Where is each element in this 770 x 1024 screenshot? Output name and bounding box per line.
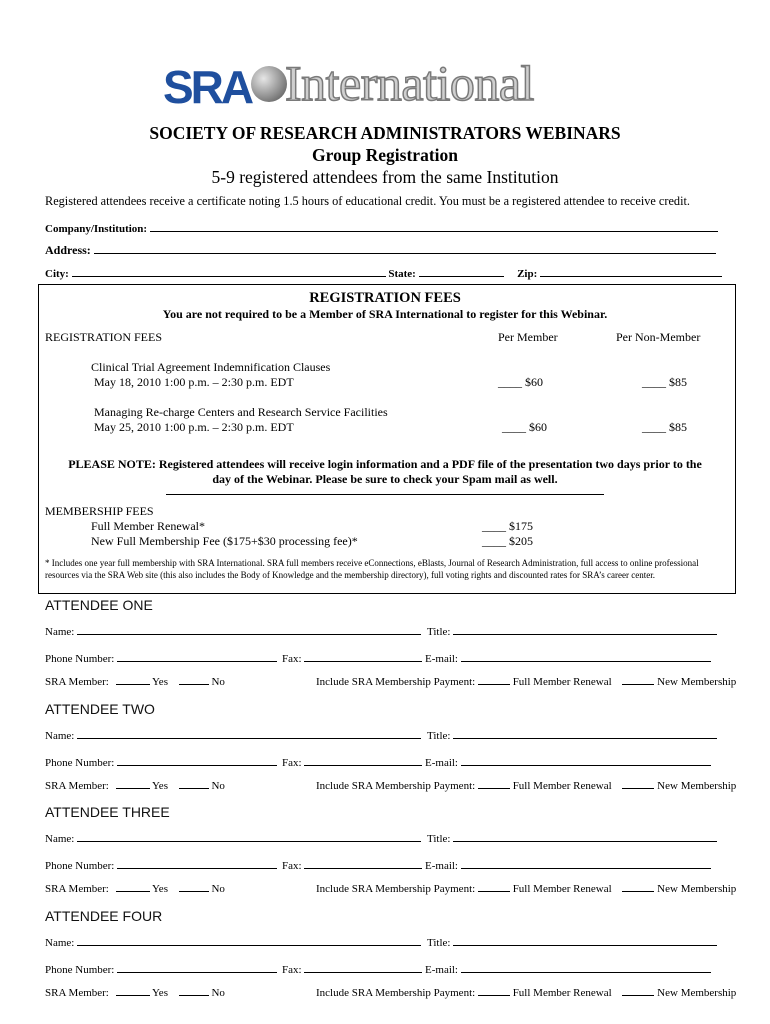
- yes-blank[interactable]: [116, 880, 150, 892]
- email-input-line[interactable]: [461, 650, 711, 662]
- globe-icon: [251, 66, 287, 102]
- city-label: City:: [45, 268, 69, 280]
- full-renewal-label: Full Member Renewal: [512, 883, 612, 895]
- attendee-heading: ATTENDEE FOUR: [45, 908, 163, 924]
- include-payment-label: Include SRA Membership Payment:: [316, 883, 476, 895]
- city-state-zip-row[interactable]: [45, 265, 722, 280]
- name-input-line[interactable]: [77, 623, 421, 635]
- session-1-member-fee[interactable]: ____ $60: [498, 375, 543, 389]
- name-label: Name:: [45, 626, 75, 638]
- logo-international-text: International: [285, 55, 534, 111]
- title-input-line[interactable]: [453, 727, 717, 739]
- new-membership-blank[interactable]: [622, 777, 654, 789]
- new-membership-label: New Membership: [657, 676, 737, 688]
- name-input-line[interactable]: [77, 727, 421, 739]
- membership-item-new: New Full Membership Fee ($175+$30 processing fee)*: [91, 534, 358, 548]
- fax-field[interactable]: [282, 961, 422, 976]
- city-input-line[interactable]: [72, 265, 386, 277]
- email-label: E-mail:: [425, 964, 458, 976]
- full-renewal-label: Full Member Renewal: [512, 676, 612, 688]
- membership-requirement-note: You are not required to be a Member of SRA International to register for this Webinar.: [162, 307, 608, 321]
- company-label: Company/Institution:: [45, 223, 148, 235]
- email-input-line[interactable]: [461, 961, 711, 973]
- attendee-heading: ATTENDEE TWO: [45, 701, 155, 717]
- include-payment-label: Include SRA Membership Payment:: [316, 987, 476, 999]
- email-field[interactable]: [425, 650, 711, 665]
- name-input-line[interactable]: [77, 830, 421, 842]
- name-label: Name:: [45, 937, 75, 949]
- include-payment-label: Include SRA Membership Payment:: [316, 780, 476, 792]
- session-1-nonmember-fee[interactable]: ____ $85: [642, 375, 687, 389]
- name-field[interactable]: [45, 934, 421, 949]
- membership-payment-row[interactable]: [316, 673, 736, 688]
- name-field[interactable]: [45, 623, 421, 638]
- name-field[interactable]: [45, 727, 421, 742]
- phone-label: Phone Number:: [45, 653, 115, 665]
- membership-new-fee[interactable]: ____ $205: [482, 534, 533, 548]
- email-label: E-mail:: [425, 860, 458, 872]
- email-label: E-mail:: [425, 757, 458, 769]
- phone-input-line[interactable]: [117, 754, 277, 766]
- yes-blank[interactable]: [116, 984, 150, 996]
- phone-input-line[interactable]: [117, 650, 277, 662]
- please-note-line-1: PLEASE NOTE: Registered attendees will receive login information and a PDF file of the presentation two days prior to the: [68, 457, 702, 471]
- fax-field[interactable]: [282, 650, 422, 665]
- email-field[interactable]: [425, 961, 711, 976]
- session-2-member-fee[interactable]: ____ $60: [502, 420, 547, 434]
- attendee-block: [0, 597, 770, 697]
- logo-sra-text: SRA: [163, 61, 252, 113]
- fax-input-line[interactable]: [304, 650, 422, 662]
- phone-input-line[interactable]: [117, 961, 277, 973]
- title-label: Title:: [427, 730, 451, 742]
- title-field[interactable]: [427, 623, 717, 638]
- phone-field[interactable]: [45, 961, 277, 976]
- sra-member-row[interactable]: [45, 880, 225, 895]
- include-payment-label: Include SRA Membership Payment:: [316, 676, 476, 688]
- phone-label: Phone Number:: [45, 964, 115, 976]
- session-1-title: Clinical Trial Agreement Indemnification Clauses: [91, 360, 331, 374]
- new-membership-blank[interactable]: [622, 984, 654, 996]
- membership-renewal-fee[interactable]: ____ $175: [482, 519, 533, 533]
- fax-field[interactable]: [282, 857, 422, 872]
- title-field[interactable]: [427, 830, 717, 845]
- state-input-line[interactable]: [419, 265, 504, 277]
- membership-fees-title: MEMBERSHIP FEES: [45, 504, 154, 518]
- no-label: No: [211, 780, 225, 792]
- company-field[interactable]: [45, 220, 718, 235]
- sra-member-label: SRA Member:: [45, 987, 109, 999]
- yes-label: Yes: [151, 676, 168, 688]
- fax-label: Fax:: [282, 964, 302, 976]
- title-input-line[interactable]: [453, 830, 717, 842]
- sra-member-row[interactable]: [45, 777, 225, 792]
- sra-international-logo: [163, 55, 613, 113]
- sra-member-label: SRA Member:: [45, 676, 109, 688]
- page-title: SOCIETY OF RESEARCH ADMINISTRATORS WEBINARS: [149, 123, 621, 143]
- fax-label: Fax:: [282, 653, 302, 665]
- intro-text: Registered attendees receive a certificate noting 1.5 hours of educational credit. You must be a registered attendee to receive credit.: [45, 194, 690, 208]
- attendee-block: [0, 701, 770, 801]
- attendee-heading: ATTENDEE ONE: [45, 597, 153, 613]
- email-input-line[interactable]: [461, 754, 711, 766]
- fax-field[interactable]: [282, 754, 422, 769]
- zip-input-line[interactable]: [540, 265, 722, 277]
- yes-blank[interactable]: [116, 777, 150, 789]
- attendee-heading: ATTENDEE THREE: [45, 804, 170, 820]
- phone-field[interactable]: [45, 650, 277, 665]
- membership-item-renewal: Full Member Renewal*: [91, 519, 205, 533]
- no-blank[interactable]: [179, 673, 209, 685]
- address-label: Address:: [45, 243, 91, 257]
- name-label: Name:: [45, 730, 75, 742]
- per-member-header: Per Member: [498, 330, 558, 344]
- title-field[interactable]: [427, 727, 717, 742]
- new-membership-label: New Membership: [657, 987, 737, 999]
- address-input-line[interactable]: [94, 242, 716, 254]
- title-input-line[interactable]: [453, 623, 717, 635]
- fax-input-line[interactable]: [304, 857, 422, 869]
- attendee-block: [0, 908, 770, 1008]
- phone-field[interactable]: [45, 754, 277, 769]
- email-label: E-mail:: [425, 653, 458, 665]
- membership-payment-row[interactable]: [316, 880, 736, 895]
- attendee-block: [0, 804, 770, 904]
- new-membership-blank[interactable]: [622, 673, 654, 685]
- session-2-datetime: May 25, 2010 1:00 p.m. – 2:30 p.m. EDT: [94, 420, 294, 434]
- please-note-line-2: day of the Webinar. Please be sure to check your Spam mail as well.: [212, 472, 558, 486]
- email-field[interactable]: [425, 857, 711, 872]
- no-blank[interactable]: [179, 880, 209, 892]
- session-2-title: Managing Re-charge Centers and Research Service Facilities: [94, 405, 388, 419]
- new-membership-label: New Membership: [657, 883, 737, 895]
- no-label: No: [211, 987, 225, 999]
- page-subtitle: Group Registration: [312, 145, 458, 165]
- membership-footnote: * Includes one year full membership with SRA International. SRA full members receive eConnections, eBlasts, Journal of Research Administration, full access to online professional resources via the SRA Web site (this also includes the Body of Knowledge and the membership directory), full voting rights and discounted rates for SRA’s career center.: [45, 558, 699, 580]
- email-field[interactable]: [425, 754, 711, 769]
- yes-label: Yes: [151, 780, 168, 792]
- per-nonmember-header: Per Non-Member: [616, 330, 701, 344]
- membership-payment-row[interactable]: [316, 777, 736, 792]
- title-input-line[interactable]: [453, 934, 717, 946]
- no-blank[interactable]: [179, 777, 209, 789]
- new-membership-label: New Membership: [657, 780, 737, 792]
- sra-member-label: SRA Member:: [45, 780, 109, 792]
- name-label: Name:: [45, 833, 75, 845]
- title-label: Title:: [427, 626, 451, 638]
- yes-label: Yes: [151, 987, 168, 999]
- full-renewal-label: Full Member Renewal: [512, 987, 612, 999]
- title-field[interactable]: [427, 934, 717, 949]
- no-label: No: [211, 883, 225, 895]
- page-tagline: 5-9 registered attendees from the same Institution: [211, 167, 559, 187]
- full-renewal-blank[interactable]: [478, 777, 510, 789]
- session-2-nonmember-fee[interactable]: ____ $85: [642, 420, 687, 434]
- no-label: No: [211, 676, 225, 688]
- zip-label: Zip:: [517, 268, 538, 280]
- phone-field[interactable]: [45, 857, 277, 872]
- session-1-datetime: May 18, 2010 1:00 p.m. – 2:30 p.m. EDT: [94, 375, 294, 389]
- address-field[interactable]: [45, 242, 716, 258]
- sra-member-row[interactable]: [45, 673, 225, 688]
- yes-blank[interactable]: [116, 673, 150, 685]
- full-renewal-blank[interactable]: [478, 673, 510, 685]
- membership-payment-row[interactable]: [316, 984, 736, 999]
- phone-label: Phone Number:: [45, 860, 115, 872]
- fees-title: REGISTRATION FEES: [309, 290, 461, 306]
- fees-column-label: REGISTRATION FEES: [45, 330, 163, 344]
- full-renewal-blank[interactable]: [478, 984, 510, 996]
- email-input-line[interactable]: [461, 857, 711, 869]
- full-renewal-blank[interactable]: [478, 880, 510, 892]
- name-input-line[interactable]: [77, 934, 421, 946]
- title-label: Title:: [427, 937, 451, 949]
- full-renewal-label: Full Member Renewal: [512, 780, 612, 792]
- no-blank[interactable]: [179, 984, 209, 996]
- phone-input-line[interactable]: [117, 857, 277, 869]
- title-label: Title:: [427, 833, 451, 845]
- fax-input-line[interactable]: [304, 754, 422, 766]
- fax-input-line[interactable]: [304, 961, 422, 973]
- yes-label: Yes: [151, 883, 168, 895]
- fax-label: Fax:: [282, 860, 302, 872]
- fax-label: Fax:: [282, 757, 302, 769]
- sra-member-label: SRA Member:: [45, 883, 109, 895]
- company-input-line[interactable]: [150, 220, 718, 232]
- divider: [166, 494, 604, 495]
- name-field[interactable]: [45, 830, 421, 845]
- new-membership-blank[interactable]: [622, 880, 654, 892]
- phone-label: Phone Number:: [45, 757, 115, 769]
- sra-member-row[interactable]: [45, 984, 225, 999]
- state-label: State:: [388, 268, 416, 280]
